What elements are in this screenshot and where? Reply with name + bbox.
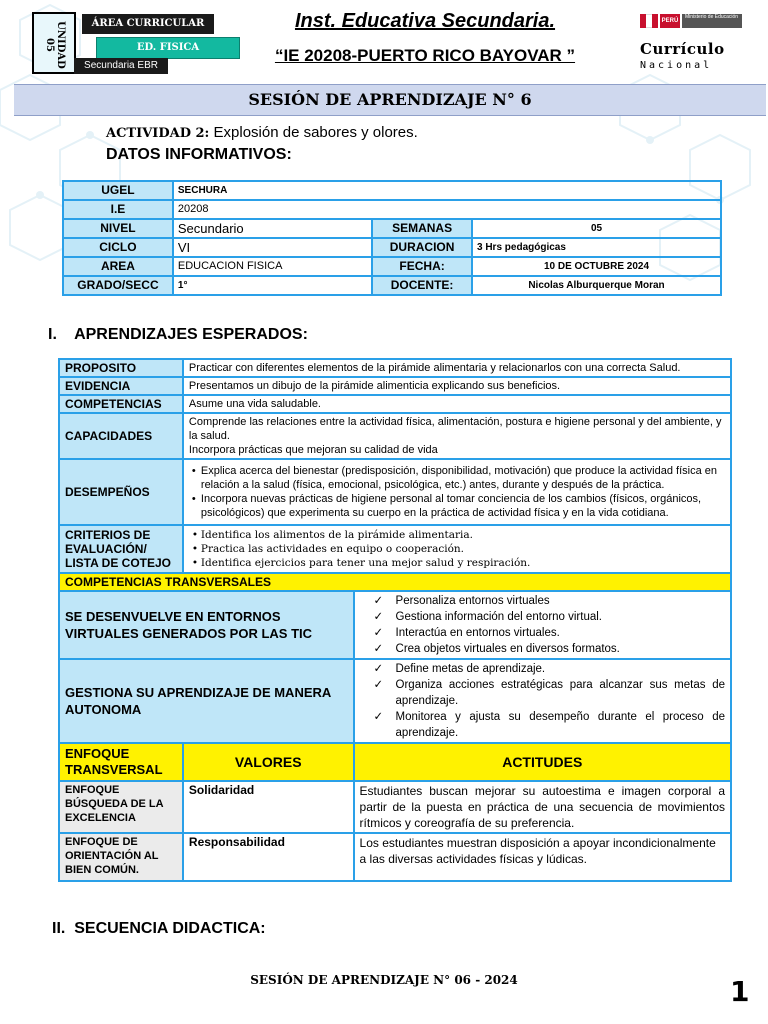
table-row [63,219,721,238]
table-row [59,591,731,659]
capacidades-item: Comprende las relaciones entre la actividad física, alimentación, postura e higiene personal y del ambiente, y la salud. [188,416,722,442]
logo-curriculo: Currículo [640,40,725,58]
list-item: • Identifica los alimentos de la pirámide alimentaria. [201,528,725,542]
list-item: • Explica acerca del bienestar (predisposición, disponibilidad, motivación) que produce la actividad física en relación a la salud (física, emocional, psicológica, etc.) antes, durante y después de la práctica. [201,464,725,492]
actitudes-header: ACTITUDES [354,743,731,781]
enfoque-excelencia-label: ENFOQUE BÚSQUEDA DE LA EXCELENCIA [59,781,183,833]
grado-value: 1° [173,276,372,295]
list-item: ✓ Organiza acciones estratégicas para alcanzar sus metas de aprendizaje. [396,677,725,709]
logo-nacional: Nacional [640,60,713,71]
ed-fisica-tag: ED. FISICA [96,37,240,59]
list-item: ✓ Define metas de aprendizaje. [396,661,725,677]
autonoma-list [360,661,725,741]
session-title: SESIÓN DE APRENDIZAJE N° 6 [14,84,766,116]
list-item: ✓ Interactúa en entornos virtuales. [396,625,725,641]
page-number: 1 [730,975,750,1008]
grado-label: GRADO/SECC [63,276,173,295]
table-row [59,573,731,591]
criterios-cell [183,525,731,573]
peru-flag-icon [640,14,658,28]
desempenos-label: DESEMPEÑOS [59,459,183,525]
tic-label: SE DESENVUELVE EN ENTORNOS VIRTUALES GENERADOS POR LAS TIC [59,591,354,659]
transversales-header: COMPETENCIAS TRANSVERSALES [59,573,731,591]
section-secuencia-title: II. SECUENCIA DIDACTICA: [52,920,266,937]
table-row [63,200,721,219]
area-value: EDUCACION FISICA [173,257,372,276]
ugel-value: SECHURA [173,181,721,200]
table-row [59,459,731,525]
curriculo-nacional-logo [640,14,744,72]
activity-line [106,124,418,141]
school-name: “IE 20208-PUERTO RICO BAYOVAR ” [274,46,576,65]
table-row [59,377,731,395]
list-item: ✓ Gestiona información del entorno virtual. [396,609,725,625]
logo-peru: PERÚ [660,14,680,28]
capacidades-cell [183,413,731,459]
unidad-label: UNIDAD [55,21,66,69]
logo-ministry: Ministerio de Educación [682,14,742,28]
desempenos-cell [183,459,731,525]
table-row [63,257,721,276]
aprendizajes-table [58,358,732,882]
duracion-value: 3 Hrs pedagógicas [472,238,721,257]
enfoque-bien-comun-actitud: Los estudiantes muestran disposición a apoyar incondicionalmente a las diversas actividades físicas y lúdicas. [354,833,731,881]
enfoque-header: ENFOQUE TRANSVERSAL [59,743,183,781]
semanas-value: 05 [472,219,721,238]
table-row [59,833,731,881]
tic-cell [354,591,731,659]
docente-value: Nicolas Alburquerque Moran [472,276,721,295]
school-title: Inst. Educativa Secundaria. [294,10,556,32]
table-row [63,238,721,257]
duracion-label: DURACION [372,238,472,257]
valores-header: VALORES [183,743,354,781]
criterios-list [189,528,725,570]
ie-label: I.E [63,200,173,219]
table-row [59,413,731,459]
ciclo-value: VI [173,238,372,257]
activity-text: Explosión de sabores y olores. [209,124,418,141]
ugel-label: UGEL [63,181,173,200]
nivel-tag: Secundaria EBR [74,58,168,74]
list-item: ✓ Crea objetos virtuales en diversos formatos. [396,641,725,657]
table-row [63,276,721,295]
tic-list [360,593,725,657]
fecha-value: 10 DE OCTUBRE 2024 [472,257,721,276]
table-row [63,181,721,200]
capacidades-item: Incorpora prácticas que mejoran su calidad de vida [188,444,438,456]
unidad-badge [32,12,76,74]
activity-label: ACTIVIDAD 2: [106,126,210,141]
enfoque-excelencia-valor: Solidaridad [183,781,354,833]
table-row [59,743,731,781]
proposito-value: Practicar con diferentes elementos de la pirámide alimentaria y relacionarlos con una correcta Salud. [183,359,731,377]
table-row [59,525,731,573]
enfoque-excelencia-actitud: Estudiantes buscan mejorar su autoestima e imagen corporal a partir de la puesta en práctica de una secuencia de movimientos rítmicos y coreografía de su preferencia. [354,781,731,833]
table-row [59,359,731,377]
enfoque-bien-comun-valor: Responsabilidad [183,833,354,881]
area-label: AREA [63,257,173,276]
ciclo-label: CICLO [63,238,173,257]
info-table [62,180,722,296]
criterios-label: CRITERIOS DE EVALUACIÓN/ LISTA DE COTEJO [59,525,183,573]
nivel-value: Secundario [173,219,372,238]
competencias-label: COMPETENCIAS [59,395,183,413]
desempenos-list [189,464,725,520]
table-row [59,395,731,413]
area-curricular-tag: ÁREA CURRICULAR [82,14,214,34]
proposito-label: PROPOSITO [59,359,183,377]
enfoque-bien-comun-label: ENFOQUE DE ORIENTACIÓN AL BIEN COMÚN. [59,833,183,881]
fecha-label: FECHA: [372,257,472,276]
list-item: • Practica las actividades en equipo o cooperación. [201,542,725,556]
autonoma-label: GESTIONA SU APRENDIZAJE DE MANERA AUTONOMA [59,659,354,743]
datos-informativos-title: DATOS INFORMATIVOS: [106,146,292,163]
list-item: ✓ Monitorea y ajusta su desempeño durante el proceso de aprendizaje. [396,709,725,741]
list-item: • Incorpora nuevas prácticas de higiene personal al tomar conciencia de los cambios (físicos, orgánicos, psicológicos) que experimenta su cuerpo en la práctica de actividad física y en la vida cotidiana. [201,492,725,520]
unidad-number: 05 [44,38,55,52]
section-aprendizajes-title: I. APRENDIZAJES ESPERADOS: [48,326,308,343]
evidencia-label: EVIDENCIA [59,377,183,395]
page-footer: SESIÓN DE APRENDIZAJE N° 06 - 2024 [250,973,518,987]
semanas-label: SEMANAS [372,219,472,238]
list-item: • Identifica ejercicios para tener una mejor salud y respiración. [201,556,725,570]
capacidades-label: CAPACIDADES [59,413,183,459]
table-row [59,781,731,833]
table-row [59,659,731,743]
docente-label: DOCENTE: [372,276,472,295]
competencias-value: Asume una vida saludable. [183,395,731,413]
ie-value: 20208 [173,200,721,219]
list-item: ✓ Personaliza entornos virtuales [396,593,725,609]
autonoma-cell [354,659,731,743]
evidencia-value: Presentamos un dibujo de la pirámide alimenticia explicando sus beneficios. [183,377,731,395]
nivel-label: NIVEL [63,219,173,238]
